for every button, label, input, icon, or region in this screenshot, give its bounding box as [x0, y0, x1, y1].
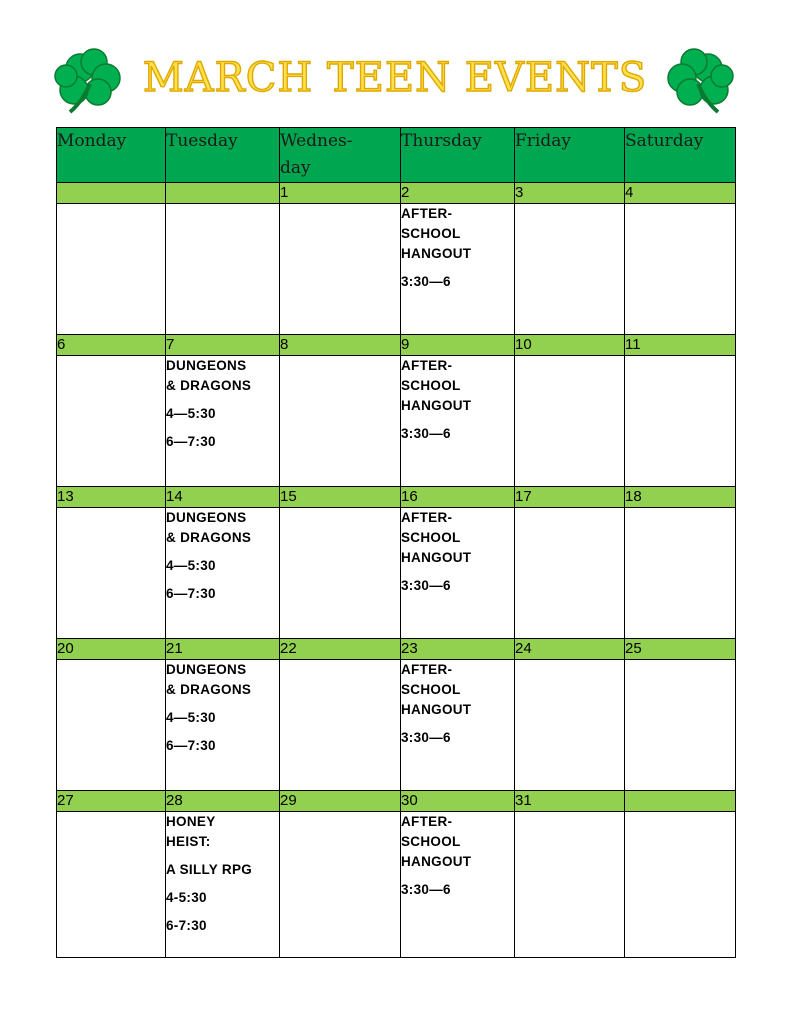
date-number: 18	[625, 487, 736, 508]
event-line: 4—5:30	[166, 710, 216, 725]
date-number: 15	[280, 487, 401, 508]
event-line: 3:30—6	[401, 274, 451, 289]
day-cell	[280, 508, 401, 639]
date-number: 20	[57, 639, 166, 660]
day-cell	[57, 508, 166, 639]
day-cell	[57, 660, 166, 791]
event-block	[166, 812, 279, 936]
date-number	[57, 183, 166, 204]
date-number: 30	[401, 791, 515, 812]
event-line: A SILLY RPG	[166, 862, 253, 877]
date-number: 29	[280, 791, 401, 812]
day-cell	[166, 204, 280, 335]
day-cell	[280, 660, 401, 791]
event-block	[401, 204, 514, 292]
event-line: HEIST:	[166, 834, 211, 849]
shamrock-icon	[52, 46, 130, 116]
day-cell	[625, 660, 736, 791]
event-block	[166, 660, 279, 756]
event-line: HANGOUT	[401, 854, 472, 869]
day-header: Saturday	[625, 128, 736, 183]
event-line: SCHOOL	[401, 530, 461, 545]
day-cell	[166, 508, 280, 639]
event-line: 4-5:30	[166, 890, 207, 905]
date-number: 1	[280, 183, 401, 204]
page-title: MARCH TEEN EVENTS	[142, 55, 648, 101]
date-number: 11	[625, 335, 736, 356]
event-line: HANGOUT	[401, 246, 472, 261]
event-line: AFTER-	[401, 662, 453, 677]
event-line: & DRAGONS	[166, 530, 252, 545]
day-cell	[401, 508, 515, 639]
date-number	[166, 183, 280, 204]
event-line: 4—5:30	[166, 558, 216, 573]
day-cell	[57, 356, 166, 487]
event-line: AFTER-	[401, 814, 453, 829]
date-number: 22	[280, 639, 401, 660]
date-number: 21	[166, 639, 280, 660]
date-number: 9	[401, 335, 515, 356]
day-cell	[166, 660, 280, 791]
day-cell	[515, 204, 625, 335]
date-number: 14	[166, 487, 280, 508]
event-line: AFTER-	[401, 358, 453, 373]
event-block	[401, 356, 514, 444]
event-line: & DRAGONS	[166, 378, 252, 393]
day-header: Wednes- day	[280, 128, 401, 183]
event-line: SCHOOL	[401, 226, 461, 241]
day-header: Monday	[57, 128, 166, 183]
day-cell	[625, 812, 736, 958]
event-block	[401, 508, 514, 596]
day-cell	[401, 812, 515, 958]
event-line: HANGOUT	[401, 702, 472, 717]
date-number: 23	[401, 639, 515, 660]
date-number	[625, 791, 736, 812]
day-cell	[625, 204, 736, 335]
date-number: 10	[515, 335, 625, 356]
day-cell	[401, 356, 515, 487]
date-number: 3	[515, 183, 625, 204]
day-cell	[401, 204, 515, 335]
date-number: 13	[57, 487, 166, 508]
day-cell	[280, 356, 401, 487]
day-cell	[515, 660, 625, 791]
event-block	[166, 356, 279, 452]
day-cell	[57, 204, 166, 335]
event-line: & DRAGONS	[166, 682, 252, 697]
event-block	[166, 508, 279, 604]
date-number: 31	[515, 791, 625, 812]
date-number: 8	[280, 335, 401, 356]
day-cell	[57, 812, 166, 958]
date-number: 17	[515, 487, 625, 508]
event-line: 6—7:30	[166, 586, 216, 601]
event-line: HONEY	[166, 814, 216, 829]
date-number: 27	[57, 791, 166, 812]
event-line: DUNGEONS	[166, 662, 247, 677]
event-line: 3:30—6	[401, 882, 451, 897]
event-line: HANGOUT	[401, 550, 472, 565]
date-number: 6	[57, 335, 166, 356]
date-number: 24	[515, 639, 625, 660]
day-header: Thursday	[401, 128, 515, 183]
day-cell	[280, 812, 401, 958]
event-line: AFTER-	[401, 206, 453, 221]
day-cell	[166, 812, 280, 958]
event-line: DUNGEONS	[166, 358, 247, 373]
date-number: 28	[166, 791, 280, 812]
event-line: 3:30—6	[401, 578, 451, 593]
event-line: AFTER-	[401, 510, 453, 525]
event-line: 4—5:30	[166, 406, 216, 421]
date-number: 2	[401, 183, 515, 204]
day-cell	[515, 356, 625, 487]
event-block	[401, 812, 514, 900]
day-header: Friday	[515, 128, 625, 183]
date-number: 4	[625, 183, 736, 204]
event-line: HANGOUT	[401, 398, 472, 413]
day-cell	[625, 356, 736, 487]
day-cell	[515, 508, 625, 639]
day-cell	[166, 356, 280, 487]
date-number: 25	[625, 639, 736, 660]
event-block	[401, 660, 514, 748]
event-line: 6—7:30	[166, 434, 216, 449]
day-cell	[401, 660, 515, 791]
event-line: DUNGEONS	[166, 510, 247, 525]
day-header: Tuesday	[166, 128, 280, 183]
calendar-table	[56, 127, 736, 958]
date-number: 7	[166, 335, 280, 356]
shamrock-icon	[658, 46, 736, 116]
day-cell	[280, 204, 401, 335]
event-line: 3:30—6	[401, 730, 451, 745]
date-number: 16	[401, 487, 515, 508]
day-cell	[625, 508, 736, 639]
day-cell	[515, 812, 625, 958]
event-line: 6-7:30	[166, 918, 207, 933]
event-line: 6—7:30	[166, 738, 216, 753]
event-line: SCHOOL	[401, 834, 461, 849]
event-line: SCHOOL	[401, 682, 461, 697]
event-line: SCHOOL	[401, 378, 461, 393]
event-line: 3:30—6	[401, 426, 451, 441]
